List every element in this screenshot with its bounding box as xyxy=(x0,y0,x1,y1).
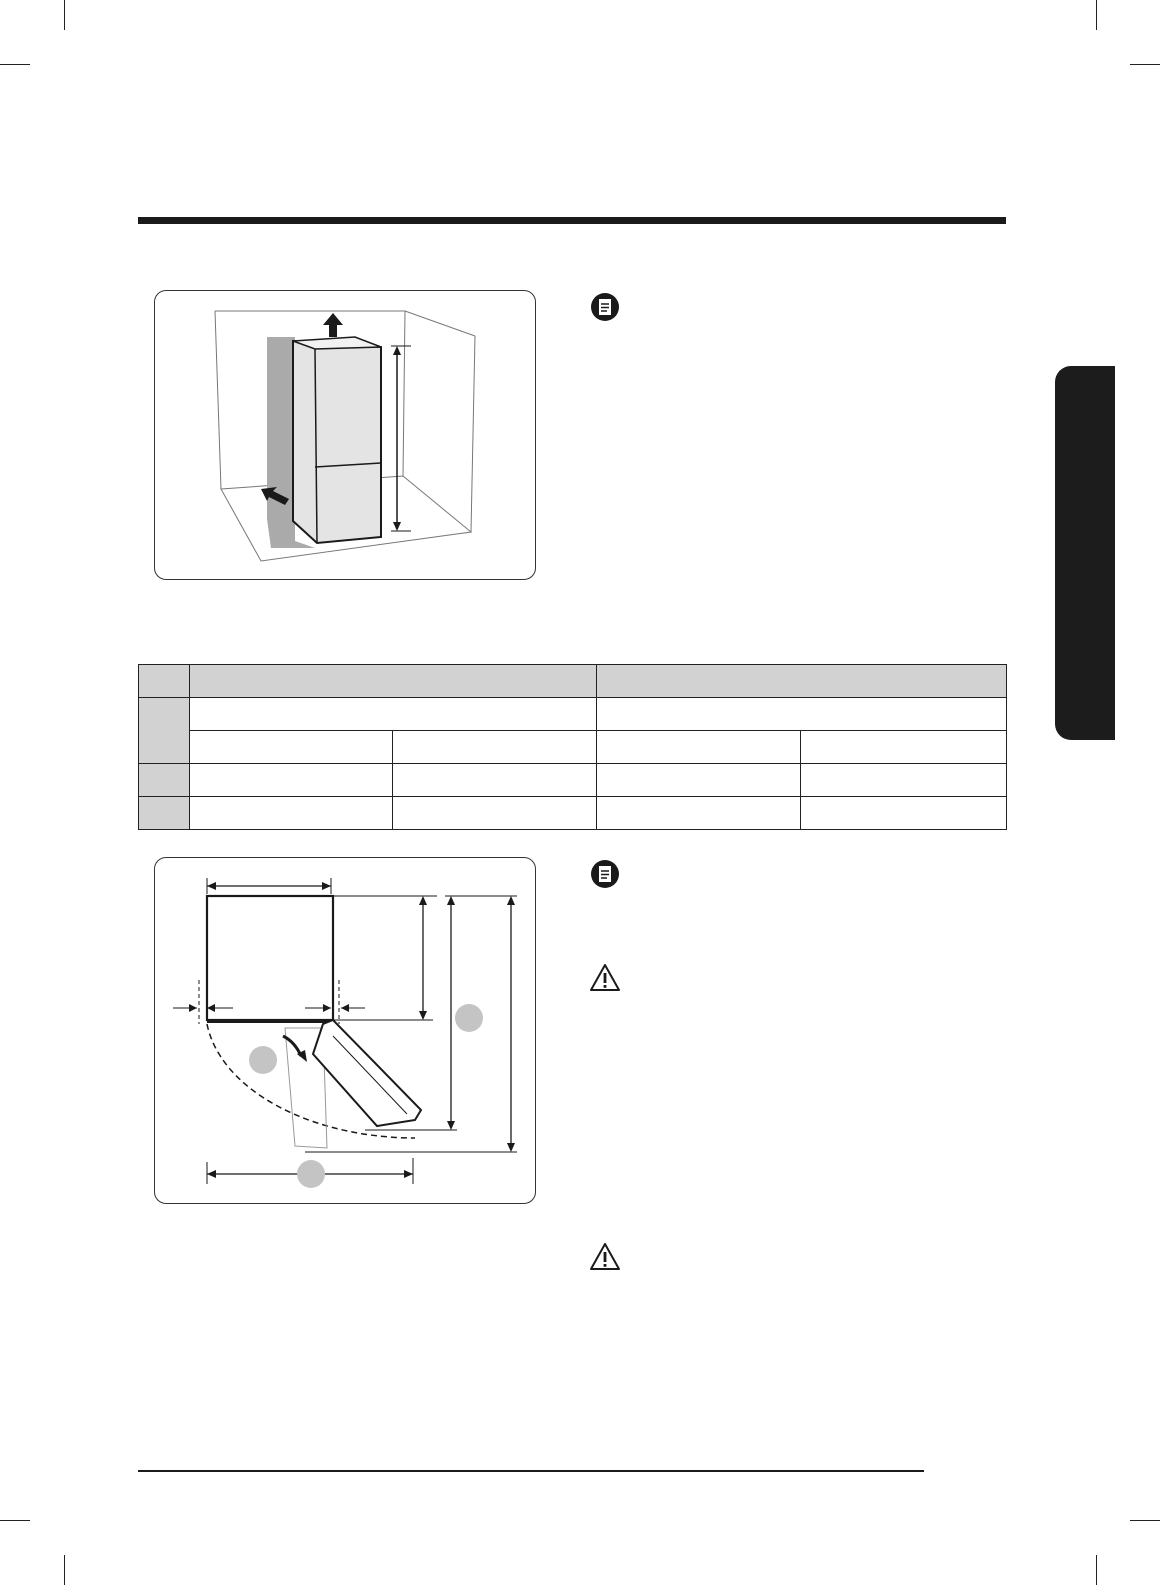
warning-icon xyxy=(589,963,621,993)
crop-mark xyxy=(0,64,30,65)
table-cell xyxy=(139,698,190,764)
table-cell xyxy=(139,764,190,797)
table-header-cell xyxy=(597,665,1007,698)
table-cell xyxy=(801,731,1007,764)
table-row xyxy=(139,731,1007,764)
table-cell xyxy=(597,764,801,797)
table-cell xyxy=(393,797,597,830)
door-clearance-illustration xyxy=(155,858,535,1203)
crop-mark xyxy=(1130,64,1160,65)
figure-door-clearance xyxy=(154,857,536,1204)
table-row xyxy=(139,698,1007,731)
callout-marker xyxy=(249,1046,277,1074)
callout-marker xyxy=(455,1004,483,1032)
table-cell xyxy=(801,764,1007,797)
table-cell xyxy=(139,797,190,830)
table-header-cell xyxy=(190,665,597,698)
figure-clearance xyxy=(154,290,536,580)
fridge-clearance-illustration xyxy=(155,291,535,579)
warning-icon xyxy=(589,1242,621,1272)
note-icon xyxy=(590,292,620,322)
table-header-cell xyxy=(139,665,190,698)
table-row xyxy=(139,764,1007,797)
crop-mark xyxy=(64,0,65,30)
table-cell xyxy=(190,797,393,830)
table-cell xyxy=(190,764,393,797)
table-row xyxy=(139,797,1007,830)
crop-mark xyxy=(0,1520,30,1521)
table-cell xyxy=(597,698,1007,731)
crop-mark xyxy=(64,1555,65,1585)
note-icon xyxy=(590,859,620,889)
table-header-row xyxy=(139,665,1007,698)
dimension-table xyxy=(138,664,1007,830)
table-cell xyxy=(801,797,1007,830)
section-tab xyxy=(1055,366,1115,740)
table-cell xyxy=(597,797,801,830)
table-cell xyxy=(393,764,597,797)
crop-mark xyxy=(1130,1520,1160,1521)
table-cell xyxy=(190,698,597,731)
header-rule xyxy=(138,217,1006,224)
crop-mark xyxy=(1096,1555,1097,1585)
table-cell xyxy=(190,731,393,764)
table-cell xyxy=(393,731,597,764)
callout-marker xyxy=(297,1160,325,1188)
table-cell xyxy=(597,731,801,764)
crop-mark xyxy=(1096,0,1097,30)
footer-rule xyxy=(138,1470,924,1472)
